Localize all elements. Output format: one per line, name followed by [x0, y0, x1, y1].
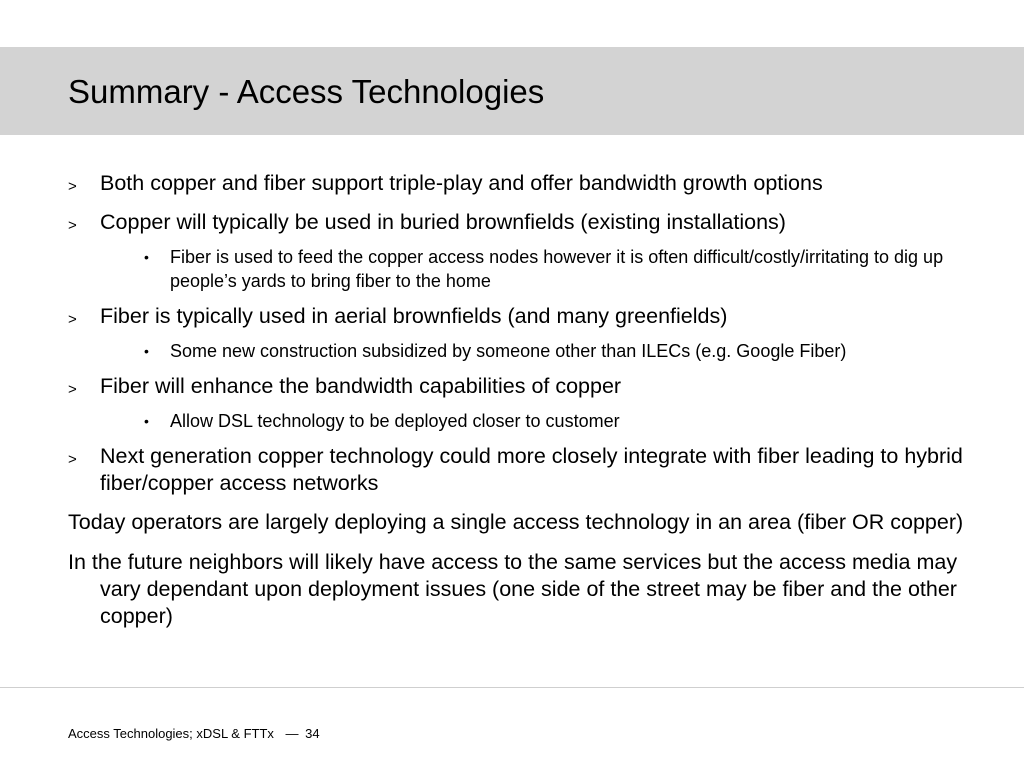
sub-bullet-list [140, 245, 968, 293]
bullet-text: Copper will typically be used in buried brownfields (existing installations) [100, 210, 786, 234]
dot-bullet-icon: • [144, 249, 149, 265]
sub-bullet-item [140, 245, 968, 293]
arrow-bullet-icon: > [68, 381, 77, 398]
bullet-text: Fiber will enhance the bandwidth capabilities of copper [100, 374, 622, 398]
bullet-text: Fiber is typically used in aerial brownfields (and many greenfields) [100, 304, 728, 328]
footer-separator: — [285, 726, 299, 741]
bullet-item [68, 170, 968, 197]
summary-paragraph: In the future neighbors will likely have access to the same services but the access media may vary dependant upon deployment issues (one side of the street may be fiber and the other copper) [68, 550, 958, 628]
summary-paragraph: Today operators are largely deploying a single access technology in an area (fiber OR copper) [68, 510, 964, 534]
sub-bullet-list [140, 339, 968, 363]
arrow-bullet-icon: > [68, 178, 77, 195]
bullet-item [68, 303, 968, 363]
footer-text: Access Technologies; xDSL & FTTx [68, 726, 274, 741]
slide-title: Summary - Access Technologies [68, 73, 545, 110]
bullet-item [68, 209, 968, 293]
arrow-bullet-icon: > [68, 311, 77, 328]
sub-bullet-text: Some new construction subsidized by someone other than ILECs (e.g. Google Fiber) [170, 341, 847, 361]
bullet-text: Both copper and fiber support triple-play and offer bandwidth growth options [100, 171, 823, 195]
sub-bullet-list [140, 409, 968, 433]
sub-bullet-text: Allow DSL technology to be deployed closer to customer [170, 411, 620, 431]
slide-footer [68, 726, 320, 742]
sub-bullet-item [140, 409, 968, 433]
bullet-item [68, 443, 968, 497]
dot-bullet-icon: • [144, 343, 149, 359]
slide-content [68, 170, 968, 643]
page-number: 34 [305, 726, 320, 741]
arrow-bullet-icon: > [68, 451, 77, 468]
bullet-text: Next generation copper technology could more closely integrate with fiber leading to hybrid fiber/copper access networks [100, 444, 963, 495]
sub-bullet-text: Fiber is used to feed the copper access nodes however it is often difficult/costly/irritating to dig up people’s yards to bring fiber to the home [170, 247, 944, 291]
sub-bullet-item [140, 339, 968, 363]
bullet-item [68, 373, 968, 433]
footer-divider [0, 687, 1024, 688]
arrow-bullet-icon: > [68, 217, 77, 234]
dot-bullet-icon: • [144, 413, 149, 429]
